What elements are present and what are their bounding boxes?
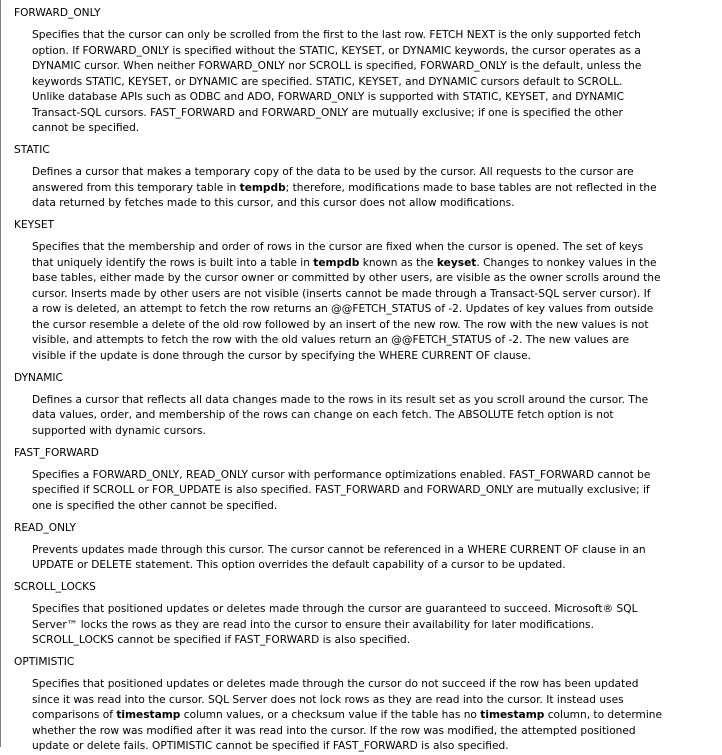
text-run: data values, order, and membership of the rows can change on each fetch. The ABSOLUTE fetch option is not — [32, 409, 614, 421]
text-run: Specifies a FORWARD_ONLY, READ_ONLY cursor with performance optimizations enabled. FAST_FORWARD cannot be — [32, 468, 651, 481]
term-scroll-locks: SCROLL_LOCKS — [14, 581, 96, 593]
left-border — [0, 0, 1, 747]
text-run: the cursor resemble a delete of the old row followed by an insert of the new row. The row with the new values is not — [32, 318, 649, 331]
text-run: specified if SCROLL or FOR_UPDATE is also specified. FAST_FORWARD and FORWARD_ONLY are mutually exclusive; if — [32, 484, 650, 496]
term-description — [32, 240, 722, 364]
term-static: STATIC — [14, 144, 50, 156]
term-keyset: KEYSET — [14, 219, 55, 231]
text-run: Transact-SQL cursors. FAST_FORWARD and FORWARD_ONLY are mutually exclusive; if one is specified the other — [32, 106, 623, 119]
text-run: a row is deleted, an attempt to fetch the row returns an @@FETCH_STATUS of -2. Updates of key values from outside — [32, 303, 654, 315]
text-run: Specifies that positioned updates or deletes made through the cursor are guaranteed to succeed. Microsoft® SQL — [32, 603, 638, 615]
bold-term: timestamp — [116, 709, 181, 721]
text-run: supported with dynamic cursors. — [32, 424, 206, 437]
bold-term: tempdb — [313, 256, 360, 269]
text-run: data returned by fetches made to this cursor, and this cursor does not allow modifications. — [32, 197, 515, 209]
term-description — [32, 165, 722, 212]
text-run: ; therefore, modifications made to base tables are not reflected in the — [285, 181, 657, 194]
text-run: Defines a cursor that reflects all data changes made to the rows in its result set as you scroll around the cursor. The — [32, 393, 649, 406]
text-run: cursor. Inserts made by other users are not visible (inserts cannot be made through a Transact-SQL server cursor). If — [32, 287, 651, 300]
term-optimistic: OPTIMISTIC — [14, 656, 75, 668]
term-fast-forward: FAST_FORWARD — [14, 446, 99, 459]
text-run: one is specified the other cannot be specified. — [32, 499, 278, 512]
term-dynamic: DYNAMIC — [14, 371, 63, 384]
text-run: base tables, either made by the cursor owner or committed by other users, are visible as the owner scrolls around the — [32, 272, 661, 284]
text-run: SCROLL_LOCKS cannot be specified if FAST_FORWARD is also specified. — [32, 634, 411, 646]
term-description — [32, 543, 722, 574]
text-run: cannot be specified. — [32, 122, 140, 134]
bold-term: keyset — [436, 256, 477, 269]
bold-term: tempdb — [239, 181, 286, 194]
text-run: visible if the update is done through the cursor by specifying the WHERE CURRENT OF clause. — [32, 349, 531, 362]
term-forward-only: FORWARD_ONLY — [14, 7, 101, 19]
text-run: DYNAMIC cursor. When neither FORWARD_ONLY nor SCROLL is specified, FORWARD_ONLY is the default, unless the — [32, 60, 642, 72]
text-run: comparisons of — [32, 709, 117, 721]
text-run: Unlike database APIs such as ODBC and ADO, FORWARD_ONLY is supported with STATIC, KEYSET, and DYNAMIC — [32, 91, 625, 103]
term-description — [32, 468, 722, 515]
text-run: Server™ locks the rows as they are read into the cursor to ensure their availability for later modifications. — [32, 618, 594, 631]
text-run: UPDATE or DELETE statement. This option overrides the default capability of a cursor to be updated. — [32, 559, 566, 571]
text-run: . Changes to nonkey values in the — [476, 256, 657, 269]
text-run: column, to determine — [544, 709, 663, 721]
term-description — [32, 677, 722, 755]
text-run: that uniquely identify the rows is built into a table in — [32, 256, 314, 269]
text-run: known as the — [359, 256, 437, 269]
text-run: keywords STATIC, KEYSET, or DYNAMIC are specified. STATIC, KEYSET, and DYNAMIC cursors default to SCROLL. — [32, 75, 623, 88]
text-run: column values, or a checksum value if the table has no — [180, 709, 481, 721]
term-description — [32, 28, 722, 137]
bold-term: timestamp — [480, 709, 545, 721]
text-run: visible, and attempts to fetch the row with the old values return an @@FETCH_STATUS of -2. The new values are — [32, 334, 630, 346]
term-read-only: READ_ONLY — [14, 521, 76, 534]
text-run: Defines a cursor that makes a temporary copy of the data to be used by the cursor. All requests to the cursor are — [32, 166, 634, 178]
text-run: Specifies that the cursor can only be scrolled from the first to the last row. FETCH NEXT is the only supported fetch — [32, 29, 641, 41]
text-run: Specifies that the membership and order of rows in the cursor are fixed when the cursor is opened. The set of keys — [32, 241, 644, 253]
text-run: option. If FORWARD_ONLY is specified without the STATIC, KEYSET, or DYNAMIC keywords, the cursor operates as a — [32, 44, 641, 57]
text-run: whether the row was modified after it was read into the cursor. If the row was modified, the attempted positioned — [32, 724, 636, 737]
text-run: since it was read into the cursor. SQL Server does not lock rows as they are read into the cursor. It instead uses — [32, 693, 624, 706]
term-description — [32, 602, 722, 649]
text-run: update or delete fails. OPTIMISTIC cannot be specified if FAST_FORWARD is also specified. — [32, 740, 509, 752]
text-run: Specifies that positioned updates or deletes made through the cursor do not succeed if the row has been updated — [32, 678, 639, 690]
text-run: Prevents updates made through this cursor. The cursor cannot be referenced in a WHERE CURRENT OF clause in an — [32, 543, 646, 556]
term-description — [32, 393, 722, 440]
text-run: answered from this temporary table in — [32, 181, 240, 194]
